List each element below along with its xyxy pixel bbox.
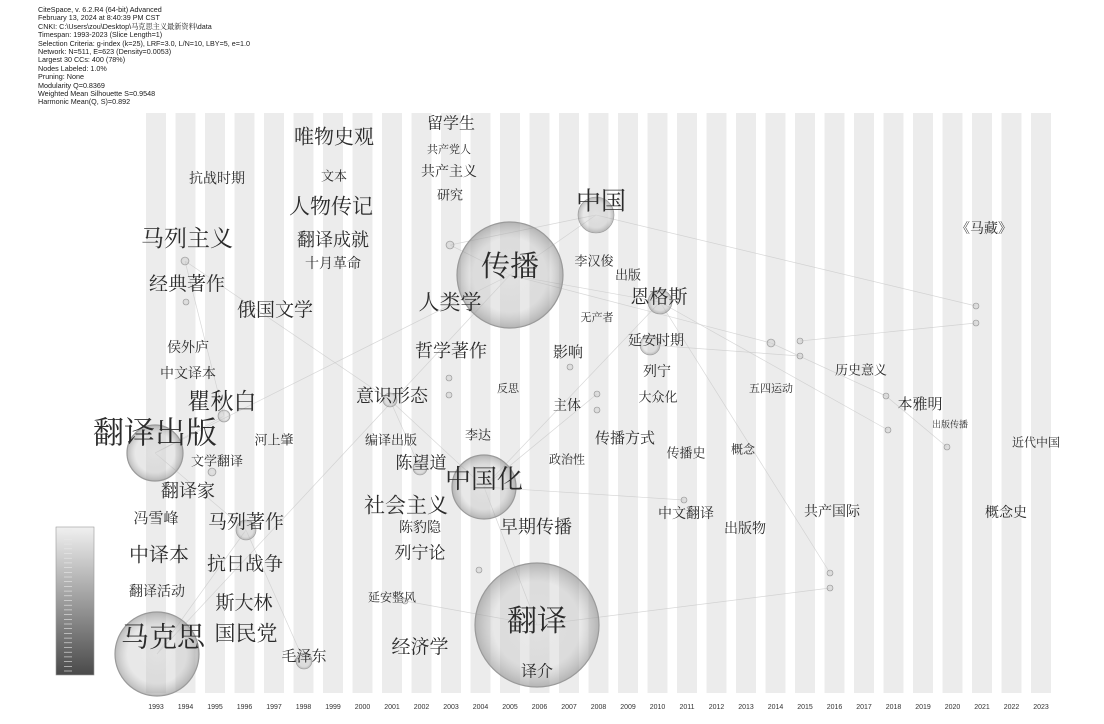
year-label: 1996: [236, 704, 253, 711]
keyword-label: 国民党: [214, 621, 278, 646]
keyword-label: 共产国际: [804, 504, 860, 520]
keyword-label: 河上肇: [254, 433, 294, 449]
keyword-label: 翻译出版: [93, 415, 217, 452]
keyword-label: 列宁论: [394, 543, 446, 564]
keyword-node: [797, 338, 803, 344]
year-label: 2016: [826, 704, 843, 711]
keyword-label: 中文翻译: [658, 506, 714, 522]
year-stripe: [766, 113, 786, 693]
year-label: 2021: [974, 704, 990, 711]
keyword-node: [446, 375, 452, 381]
keyword-label: 翻译: [507, 604, 567, 639]
keyword-label: 陈豹隐: [399, 520, 441, 536]
year-label: 2013: [738, 704, 754, 711]
keyword-label: 文学翻译: [190, 454, 244, 470]
keyword-node: [885, 427, 891, 433]
keyword-label: 哲学著作: [415, 341, 487, 362]
keyword-label: 经典著作: [148, 273, 226, 295]
year-stripe: [795, 113, 815, 693]
keyword-label: 马列著作: [207, 511, 285, 533]
keyword-label: 共产党人: [427, 143, 471, 156]
keyword-label: 中文译本: [160, 366, 216, 382]
keyword-node: [973, 303, 979, 309]
year-label: 2000: [354, 704, 371, 711]
keyword-label: 五四运动: [749, 382, 793, 395]
keyword-label: 李达: [464, 428, 492, 444]
keyword-label: 出版物: [724, 521, 766, 537]
keyword-node: [446, 392, 452, 398]
keyword-label: 毛泽东: [281, 647, 327, 665]
year-label: 2023: [1033, 704, 1049, 711]
keyword-node: [681, 497, 687, 503]
keyword-label: 恩格斯: [630, 286, 688, 308]
keyword-label: 瞿秋白: [187, 389, 257, 415]
keyword-label: 翻译活动: [129, 584, 185, 600]
keyword-label: 马克思: [120, 620, 206, 654]
year-stripe: [825, 113, 845, 693]
keyword-label: 早期传播: [500, 517, 572, 538]
keyword-label: 留学生: [426, 113, 476, 133]
year-stripe: [1002, 113, 1022, 693]
keyword-label: 翻译家: [161, 481, 215, 502]
keyword-label: 侯外庐: [167, 340, 209, 356]
year-label: 2018: [885, 704, 902, 711]
year-label: 2020: [944, 704, 961, 711]
keyword-label: 编译出版: [364, 433, 418, 449]
year-label: 2017: [856, 704, 872, 711]
color-legend: [56, 527, 94, 675]
keyword-label: 政治性: [548, 452, 586, 467]
keyword-label: 抗日战争: [206, 553, 284, 575]
keyword-label: 传播方式: [594, 429, 656, 447]
keyword-label: 本雅明: [897, 395, 943, 413]
keyword-node: [476, 567, 482, 573]
year-label: 1997: [266, 704, 282, 711]
year-label: 2009: [620, 704, 636, 711]
header-line: Largest 30 CCs: 400 (78%): [38, 55, 126, 65]
year-label: 1995: [207, 704, 223, 711]
year-axis: [148, 704, 1049, 711]
keyword-node: [827, 570, 833, 576]
year-label: 1999: [325, 704, 341, 711]
keyword-label: 概念史: [985, 505, 1027, 521]
year-label: 2008: [590, 704, 607, 711]
keyword-label: 传播: [480, 249, 540, 283]
legend-bar: [56, 527, 94, 675]
year-label: 2019: [915, 704, 931, 711]
keyword-label: 陈望道: [395, 453, 447, 474]
keyword-label: 唯物史观: [294, 124, 374, 149]
keyword-label: 共产主义: [421, 164, 477, 180]
keyword-node: [767, 339, 775, 347]
keyword-label: 社会主义: [364, 493, 448, 518]
header-line: February 13, 2024 at 8:40:39 PM CST: [38, 13, 160, 23]
keyword-label: 经济学: [391, 636, 449, 658]
year-stripe: [972, 113, 992, 693]
keyword-node: [827, 585, 833, 591]
header-line: Pruning: None: [38, 72, 84, 82]
keyword-node: [797, 353, 803, 359]
keyword-label: 延安整风: [367, 590, 417, 605]
keyword-label: 出版传播: [931, 420, 969, 431]
keyword-label: 抗战时期: [189, 171, 245, 187]
keyword-label: 马列主义: [141, 226, 233, 252]
keyword-label: 斯大林: [215, 592, 273, 614]
year-label: 1998: [295, 704, 312, 711]
keyword-label: 俄国文学: [236, 299, 314, 321]
keyword-label: 译介: [520, 661, 554, 681]
keyword-label: 中国化: [444, 465, 524, 495]
header-line: Nodes Labeled: 1.0%: [38, 63, 107, 73]
keyword-label: 人物传记: [289, 194, 373, 219]
year-label: 2004: [472, 704, 489, 711]
keyword-label: 冯雪峰: [133, 509, 179, 527]
keyword-node: [446, 241, 454, 249]
keyword-node: [594, 391, 600, 397]
year-label: 1993: [148, 704, 164, 711]
year-label: 2006: [531, 704, 548, 711]
keyword-label: 中译本: [129, 542, 189, 567]
keyword-label: 文本: [320, 169, 348, 185]
year-label: 2007: [561, 704, 577, 711]
header-line: CNKI: C:\Users\zou\Desktop\马克思主义最新资料\data: [38, 21, 212, 31]
header-line: Modularity Q=0.8369: [38, 80, 105, 90]
keyword-node: [567, 364, 573, 370]
year-label: 2015: [797, 704, 813, 711]
keyword-label: 影响: [552, 343, 584, 361]
keyword-label: 传播史: [666, 446, 706, 462]
year-stripe: [1031, 113, 1051, 693]
keyword-label: 意识形态: [356, 386, 428, 407]
keyword-label: 概念: [730, 442, 756, 457]
year-stripe: [146, 113, 166, 693]
year-label: 2005: [502, 704, 518, 711]
header-line: Network: N=511, E=623 (Density=0.0053): [38, 47, 172, 57]
keyword-label: 出版: [614, 268, 642, 284]
header-line: Harmonic Mean(Q, S)=0.892: [38, 97, 131, 107]
year-label: 2014: [767, 704, 784, 711]
year-label: 2003: [443, 704, 459, 711]
keyword-label: 反思: [497, 382, 519, 395]
keyword-label: 人类学: [418, 290, 482, 315]
year-label: 2010: [649, 704, 666, 711]
year-label: 2011: [679, 704, 695, 711]
year-label: 2002: [413, 704, 430, 711]
header-line: CiteSpace, v. 6.2.R4 (64-bit) Advanced: [38, 5, 162, 14]
header-line: Weighted Mean Silhouette S=0.9548: [38, 89, 156, 99]
keyword-label: 翻译成就: [297, 230, 369, 251]
keyword-node: [181, 257, 189, 265]
keyword-label: 延安时期: [628, 333, 684, 349]
year-stripe: [854, 113, 874, 693]
keyword-node: [973, 320, 979, 326]
keyword-label: 无产者: [580, 311, 614, 324]
keyword-node: [883, 393, 889, 399]
keyword-node: [944, 444, 950, 450]
keyword-label: 近代中国: [1011, 435, 1061, 450]
year-stripe: [943, 113, 963, 693]
year-label: 1994: [177, 704, 194, 711]
keyword-label: 李汉俊: [574, 254, 614, 270]
year-label: 2001: [384, 704, 400, 711]
keyword-label: 《马藏》: [956, 221, 1012, 237]
year-label: 2012: [708, 704, 725, 711]
header-line: Timespan: 1993-2023 (Slice Length=1): [38, 30, 163, 40]
header-line: Selection Criteria: g-index (k=25), LRF=3.0, L/N=10, LBY=5, e=1.0: [38, 38, 250, 48]
year-label: 2022: [1003, 704, 1020, 711]
keyword-label: 列宁: [643, 364, 671, 380]
keyword-label: 大众化: [638, 390, 678, 406]
year-stripe: [736, 113, 756, 693]
keyword-node: [183, 299, 189, 305]
keyword-label: 主体: [553, 398, 581, 414]
keyword-label: 十月革命: [305, 256, 361, 272]
keyword-label: 历史意义: [834, 363, 888, 379]
keyword-label: 中国: [575, 186, 627, 216]
keyword-node: [594, 407, 600, 413]
keyword-label: 研究: [436, 188, 464, 204]
